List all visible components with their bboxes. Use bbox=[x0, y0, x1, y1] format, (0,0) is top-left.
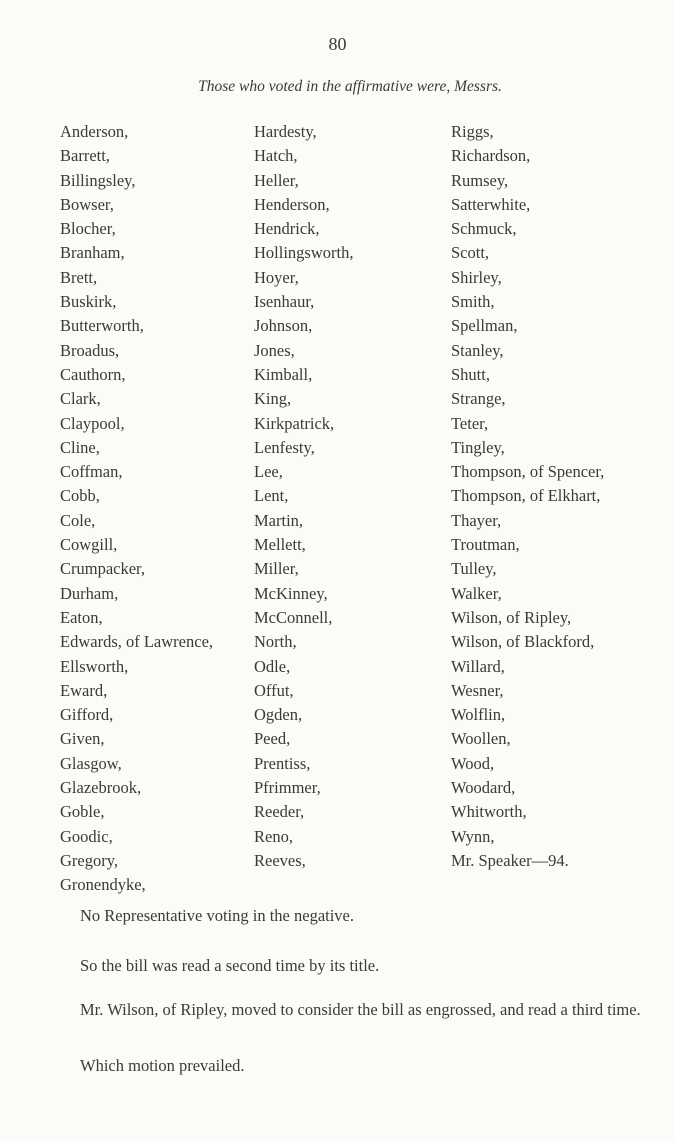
voter-name: Cowgill, bbox=[60, 535, 118, 555]
voter-name: Durham, bbox=[60, 583, 119, 603]
voter-column-2 bbox=[254, 120, 353, 873]
voter-name: Rumsey, bbox=[451, 170, 509, 190]
motion-result-statement: Which motion prevailed. bbox=[80, 1056, 245, 1075]
voter-name: Walker, bbox=[451, 583, 502, 603]
voter-name: Clark, bbox=[60, 389, 101, 409]
voter-name: McConnell, bbox=[254, 607, 333, 627]
voter-name: Kirkpatrick, bbox=[254, 413, 335, 433]
voter-name: Goodic, bbox=[60, 826, 113, 846]
page-number: 80 bbox=[328, 34, 347, 54]
voter-name: Wynn, bbox=[451, 826, 495, 846]
voter-name: Strange, bbox=[451, 389, 506, 409]
voter-name: Lee, bbox=[254, 462, 283, 482]
voter-name: Anderson, bbox=[60, 122, 129, 141]
voter-name: Wolflin, bbox=[451, 705, 506, 725]
voter-name: Hoyer, bbox=[254, 267, 299, 287]
voter-name: Eaton, bbox=[60, 607, 103, 627]
voter-name: Branham, bbox=[60, 243, 125, 263]
voter-name: Richardson, bbox=[451, 146, 531, 166]
voter-name: Shirley, bbox=[451, 267, 502, 287]
voter-name: Stanley, bbox=[451, 340, 504, 360]
voter-name: Woollen, bbox=[451, 729, 511, 749]
voter-name: Hatch, bbox=[254, 146, 298, 166]
voter-name: Reno, bbox=[254, 826, 293, 846]
voter-name: Tingley, bbox=[451, 437, 505, 457]
voter-name: Wood, bbox=[451, 753, 495, 773]
voter-name: Mellett, bbox=[254, 535, 306, 555]
voter-name: Bowser, bbox=[60, 194, 114, 214]
voter-name: Schmuck, bbox=[451, 219, 517, 239]
voter-name: Cauthorn, bbox=[60, 364, 126, 384]
voter-name: Wesner, bbox=[451, 680, 504, 700]
voter-name: Blocher, bbox=[60, 219, 116, 239]
voter-name: Riggs, bbox=[451, 122, 494, 141]
voter-name: Shutt, bbox=[451, 364, 490, 384]
affirmative-voters-list bbox=[0, 120, 675, 900]
voter-name: Johnson, bbox=[254, 316, 313, 336]
voter-name: Barrett, bbox=[60, 146, 110, 166]
voter-name: Isenhaur, bbox=[254, 292, 315, 312]
voter-name: Woodard, bbox=[451, 778, 516, 798]
motion-statement: Mr. Wilson, of Ripley, moved to consider the bill as engrossed, and read a third time. bbox=[80, 1000, 641, 1019]
voter-name: Ellsworth, bbox=[60, 656, 129, 676]
voter-name: Odle, bbox=[254, 656, 291, 676]
voter-name: Edwards, of Lawrence, bbox=[60, 632, 214, 652]
voter-name: Butterworth, bbox=[60, 316, 144, 336]
voter-name: Brett, bbox=[60, 267, 98, 287]
voter-name: Willard, bbox=[451, 656, 505, 676]
voter-name: Henderson, bbox=[254, 194, 330, 214]
voter-name: Billingsley, bbox=[60, 170, 136, 190]
voter-column-1 bbox=[60, 120, 213, 898]
voter-name: Goble, bbox=[60, 802, 105, 822]
voter-name: Gronendyke, bbox=[60, 875, 146, 895]
voter-name: Troutman, bbox=[451, 535, 520, 555]
voter-name: Hendrick, bbox=[254, 219, 320, 239]
voter-name: Cole, bbox=[60, 510, 96, 530]
voter-name: Jones, bbox=[254, 340, 295, 360]
voter-name: Miller, bbox=[254, 559, 299, 579]
voter-name: Thompson, of Spencer, bbox=[451, 462, 605, 482]
voter-name: Heller, bbox=[254, 170, 299, 190]
voter-name: Thayer, bbox=[451, 510, 502, 530]
voter-name: Offut, bbox=[254, 680, 294, 700]
voter-name: Prentiss, bbox=[254, 753, 311, 773]
voter-name: Kimball, bbox=[254, 364, 313, 384]
voter-name: Gifford, bbox=[60, 705, 114, 725]
negative-vote-statement: No Representative voting in the negative. bbox=[80, 906, 355, 925]
voter-name: Glazebrook, bbox=[60, 778, 142, 798]
voter-name: Claypool, bbox=[60, 413, 125, 433]
voter-name: Gregory, bbox=[60, 850, 119, 870]
voter-name: Mr. Speaker—94. bbox=[451, 850, 569, 870]
voter-name: Satterwhite, bbox=[451, 194, 531, 214]
voter-name: King, bbox=[254, 389, 292, 409]
voter-name: Crumpacker, bbox=[60, 559, 146, 579]
second-reading-statement: So the bill was read a second time by its title. bbox=[80, 956, 380, 975]
voter-name: Lent, bbox=[254, 486, 289, 506]
voter-name: Spellman, bbox=[451, 316, 518, 336]
voter-name: Martin, bbox=[254, 510, 304, 530]
voter-name: Buskirk, bbox=[60, 292, 117, 312]
voter-name: Whitworth, bbox=[451, 802, 527, 822]
voter-name: Ogden, bbox=[254, 705, 303, 725]
voter-name: Hollingsworth, bbox=[254, 243, 354, 263]
voter-name: Smith, bbox=[451, 292, 495, 312]
voter-name: Given, bbox=[60, 729, 105, 749]
voter-name: Tulley, bbox=[451, 559, 497, 579]
voter-name: Teter, bbox=[451, 413, 489, 433]
voter-column-3 bbox=[451, 120, 604, 873]
voter-name: Cline, bbox=[60, 437, 100, 457]
voter-name: McKinney, bbox=[254, 583, 328, 603]
voter-name: Coffman, bbox=[60, 462, 123, 482]
voter-name: Reeder, bbox=[254, 802, 305, 822]
voter-name: Peed, bbox=[254, 729, 291, 749]
voter-name: Lenfesty, bbox=[254, 437, 315, 457]
voter-name: Broadus, bbox=[60, 340, 120, 360]
voter-name: Glasgow, bbox=[60, 753, 122, 773]
voter-name: Wilson, of Blackford, bbox=[451, 632, 595, 652]
voter-name: Wilson, of Ripley, bbox=[451, 607, 572, 627]
voter-name: Thompson, of Elkhart, bbox=[451, 486, 601, 506]
voter-name: Reeves, bbox=[254, 850, 306, 870]
voter-name: North, bbox=[254, 632, 297, 652]
voter-name: Cobb, bbox=[60, 486, 100, 506]
vote-intro: Those who voted in the affirmative were, Messrs. bbox=[198, 78, 502, 95]
voter-name: Hardesty, bbox=[254, 122, 317, 141]
voter-name: Scott, bbox=[451, 243, 490, 263]
voter-name: Pfrimmer, bbox=[254, 778, 321, 798]
voter-name: Eward, bbox=[60, 680, 108, 700]
